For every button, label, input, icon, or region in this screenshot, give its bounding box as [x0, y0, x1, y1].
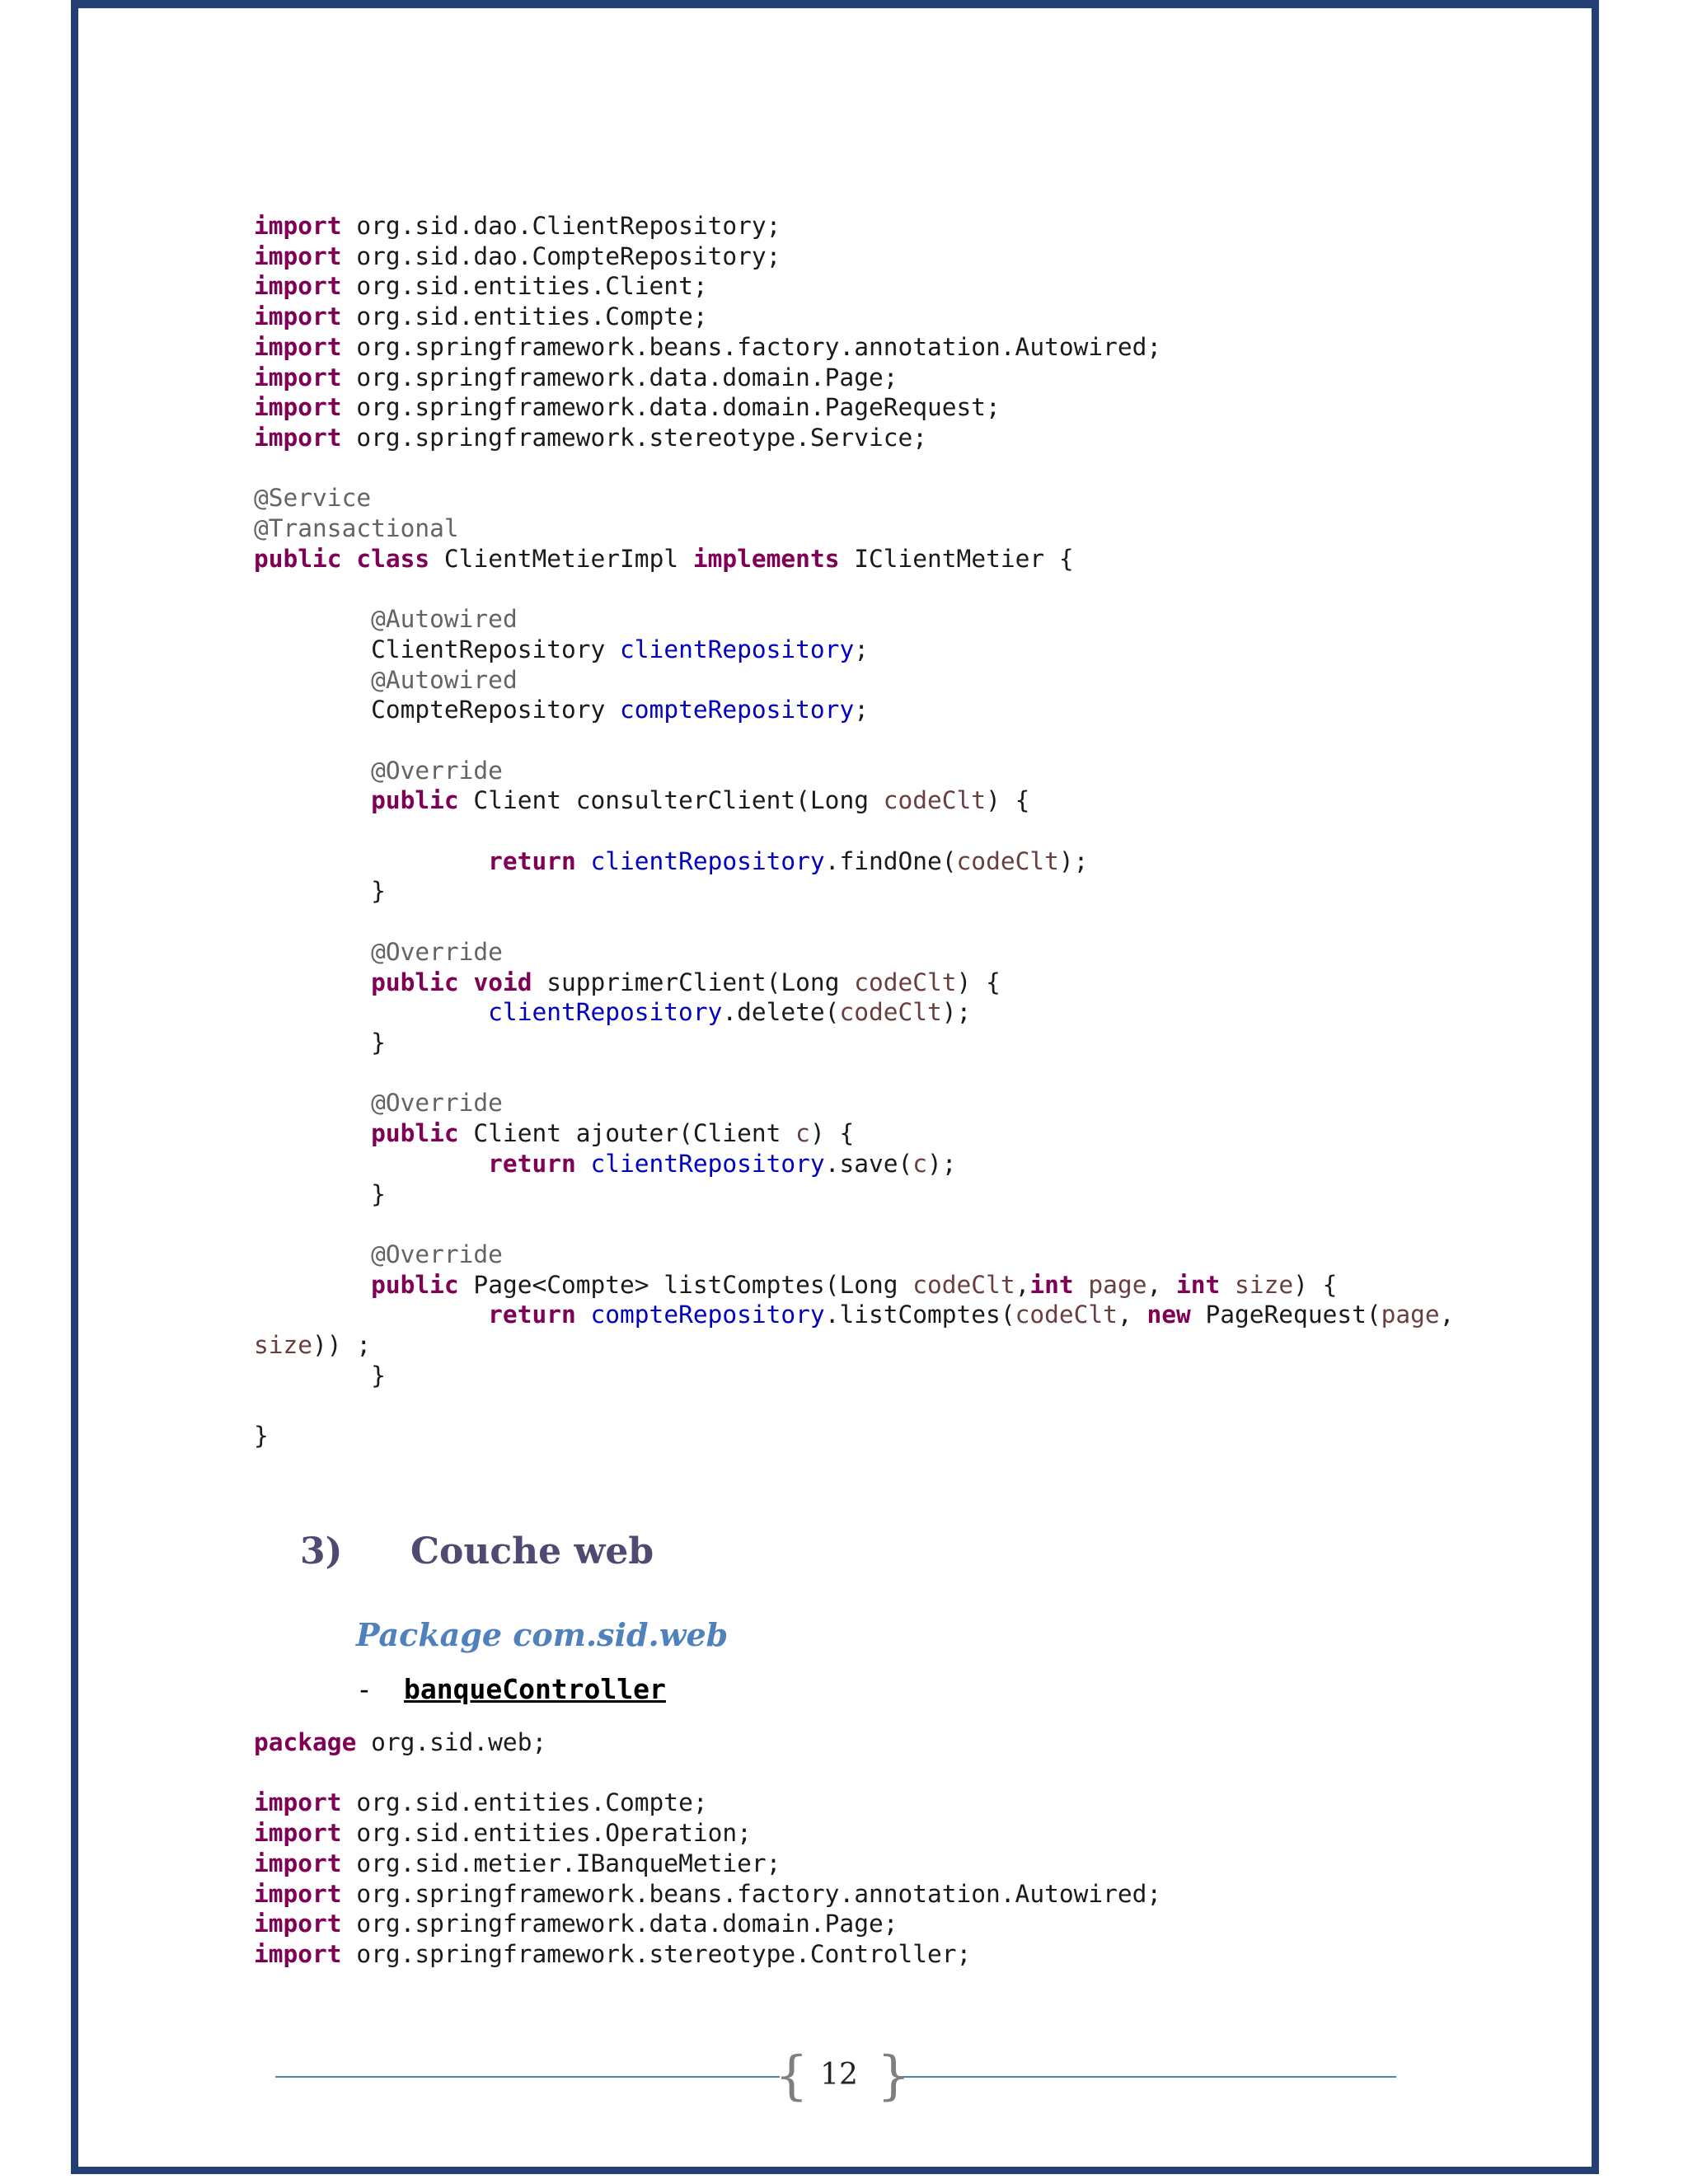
footer-rule-left: [275, 2076, 780, 2078]
code-line: import org.sid.dao.ClientRepository;: [254, 212, 781, 240]
code-line: import org.springframework.data.domain.Page;: [254, 1910, 898, 1938]
footer-brace-right: }: [877, 2046, 911, 2107]
code-line: import org.springframework.stereotype.Service;: [254, 423, 927, 452]
section-heading: [300, 1530, 654, 1572]
annotation: @Transactional: [254, 514, 459, 543]
code-block-service-impl: import org.sid.dao.ClientRepository; import org.sid.dao.CompteRepository; import org.sid.entities.Client; import org.sid.entities.Compte; import org.springframework.beans.factory.annotation.Autowired; import org.springframework.data.domain.Page; import org.springframework.data.domain.PageRequest; import org.springframework.stereotype.Service; @Service @Transactional public class ClientMetierImpl implements IClientMetier { @Autowired ClientRepository clientRepository; @Autowired CompteRepository compteRepository; @Override public Client consulterClient(Long codeClt) { return clientRepository.findOne(codeClt); } @Override public void supprimerClient(Long codeClt) { clientRepository.delete(codeClt); } @Override public Client ajouter(Client c) { return clientRepository.save(c); } @Override public Page<Compte> listComptes(Long codeClt,int page, int size) { return compteRepository.listComptes(codeClt, new PageRequest(page, size)) ; } }: [254, 212, 1455, 1451]
bullet-name: banqueController: [404, 1673, 666, 1705]
bullet-item: [356, 1673, 666, 1705]
footer-brace-left: {: [775, 2046, 809, 2107]
page-number: 12: [820, 2058, 858, 2092]
bullet-dash: -: [356, 1673, 373, 1705]
annotation: @Autowired: [371, 665, 518, 694]
code-line: import org.sid.entities.Compte;: [254, 302, 708, 331]
section-title: Couche web: [410, 1530, 654, 1572]
section-number: 3): [300, 1530, 343, 1572]
code-line: import org.sid.dao.CompteRepository;: [254, 241, 781, 270]
annotation: @Override: [371, 756, 503, 785]
code-block-controller: package org.sid.web; import org.sid.entities.Compte; import org.sid.entities.Operation; import org.sid.metier.IBanqueMetier; import org.springframework.beans.factory.annotation.Autowired; import org.springframework.data.domain.Page; import org.springframework.stereotype.Controller;: [254, 1728, 1162, 1968]
footer-rule-right: [898, 2076, 1396, 2078]
code-line: import org.sid.metier.IBanqueMetier;: [254, 1849, 781, 1877]
code-line: import org.sid.entities.Client;: [254, 272, 708, 301]
package-title: Package com.sid.web: [356, 1616, 729, 1653]
annotation: @Autowired: [371, 605, 518, 634]
code-line: import org.springframework.beans.factory.annotation.Autowired;: [254, 332, 1162, 361]
code-line: import org.springframework.data.domain.Page;: [254, 363, 898, 391]
annotation: @Override: [371, 937, 503, 966]
code-line: import org.springframework.stereotype.Controller;: [254, 1939, 972, 1968]
code-line: import org.springframework.beans.factory.annotation.Autowired;: [254, 1879, 1162, 1908]
code-line: import org.springframework.data.domain.PageRequest;: [254, 393, 1001, 422]
annotation: @Override: [371, 1089, 503, 1118]
annotation: @Override: [371, 1240, 503, 1268]
code-line: import org.sid.entities.Compte;: [254, 1788, 708, 1817]
annotation: @Service: [254, 484, 372, 513]
code-line: import org.sid.entities.Operation;: [254, 1819, 752, 1848]
